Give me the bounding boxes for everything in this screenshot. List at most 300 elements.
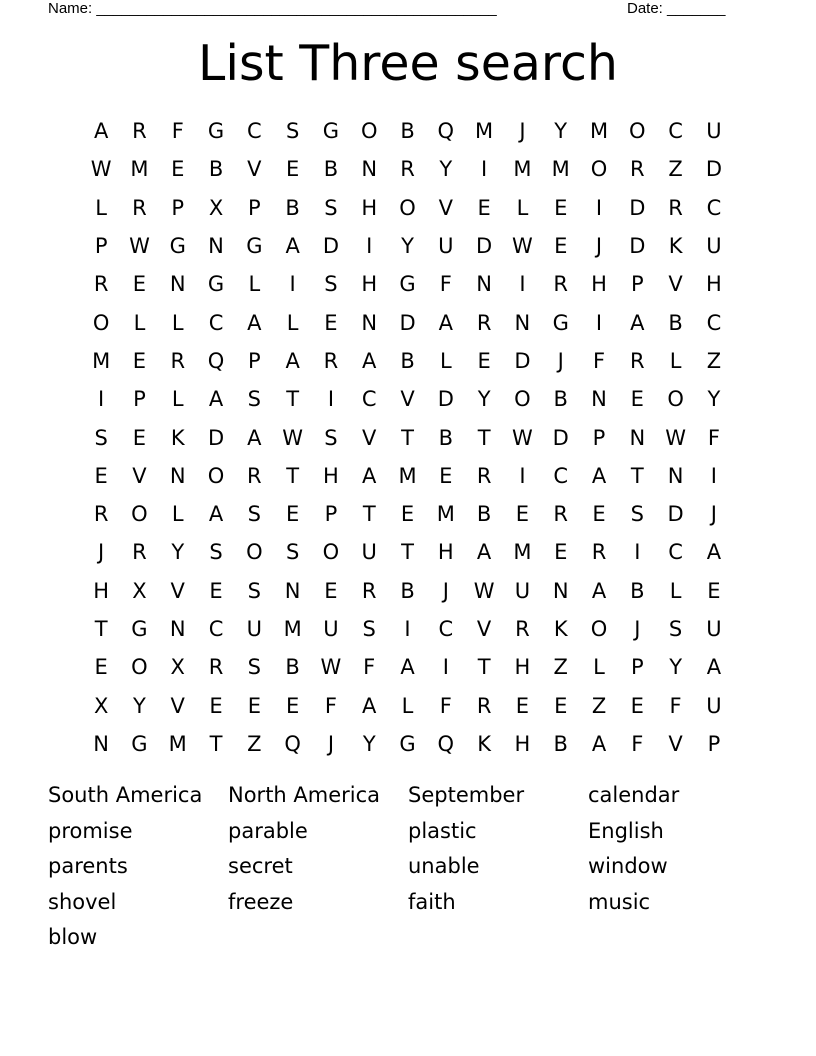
- word-list-item: North America: [228, 783, 381, 807]
- grid-letter: E: [132, 272, 147, 297]
- grid-letter: E: [285, 693, 300, 718]
- grid-letter: V: [170, 693, 185, 718]
- word-list-item: parents: [48, 854, 128, 879]
- grid-letter: F: [592, 348, 606, 373]
- grid-letter: A: [247, 425, 262, 450]
- grid-letter: N: [208, 234, 224, 259]
- grid-letter: M: [436, 502, 455, 527]
- grid-letter: R: [323, 348, 339, 373]
- grid-letter: E: [630, 693, 644, 718]
- grid-letter: S: [324, 195, 338, 220]
- grid-row: [82, 112, 734, 150]
- grid-letter: K: [553, 617, 568, 641]
- grid-letter: E: [94, 655, 108, 680]
- grid-letter: T: [286, 387, 300, 412]
- grid-letter: A: [591, 731, 607, 756]
- grid-letter: E: [554, 195, 568, 220]
- grid-letter: U: [514, 578, 531, 603]
- grid-letter: O: [207, 463, 225, 488]
- grid-letter: T: [94, 617, 108, 641]
- grid-row: [82, 265, 734, 303]
- grid-letter: N: [361, 310, 378, 335]
- word-list-item: calendar: [588, 783, 680, 807]
- grid-letter: G: [169, 234, 186, 259]
- grid-letter: Q: [207, 348, 225, 373]
- grid-letter: V: [668, 731, 683, 756]
- grid-letter: V: [362, 425, 377, 450]
- grid-letter: B: [208, 157, 224, 182]
- grid-letter: F: [439, 272, 452, 297]
- grid-letter: A: [285, 234, 300, 259]
- grid-letter: M: [475, 119, 494, 144]
- grid-letter: R: [476, 463, 492, 488]
- grid-letter: D: [705, 157, 722, 182]
- grid-letter: T: [630, 463, 644, 488]
- grid-letter: X: [132, 578, 147, 603]
- grid-letter: B: [285, 655, 300, 680]
- grid-letter: R: [476, 693, 492, 718]
- grid-letter: E: [554, 540, 568, 565]
- grid-letter: E: [132, 348, 147, 373]
- grid-letter: S: [247, 502, 261, 527]
- grid-letter: S: [94, 425, 108, 450]
- word-list-item: unable: [408, 854, 480, 879]
- grid-letter: C: [706, 310, 722, 335]
- grid-letter: W: [512, 425, 533, 450]
- grid-letter: N: [93, 731, 109, 756]
- grid-row: [82, 418, 734, 456]
- grid-letter: E: [439, 463, 453, 488]
- grid-letter: P: [248, 348, 261, 373]
- grid-letter: M: [513, 540, 532, 565]
- grid-letter: R: [476, 310, 492, 335]
- grid-letter: V: [476, 617, 492, 641]
- grid-letter: H: [93, 578, 110, 603]
- grid-letter: T: [209, 731, 223, 756]
- grid-letter: X: [208, 195, 224, 220]
- grid-letter: O: [322, 540, 340, 565]
- grid-letter: Y: [669, 655, 683, 680]
- grid-letter: E: [554, 693, 568, 718]
- grid-letter: E: [209, 693, 223, 718]
- grid-letter: A: [208, 387, 224, 412]
- grid-letter: D: [514, 348, 531, 373]
- grid-letter: A: [247, 310, 262, 335]
- grid-letter: B: [400, 119, 415, 144]
- grid-letter: F: [439, 693, 452, 718]
- grid-letter: R: [668, 195, 683, 220]
- grid-row: [82, 342, 734, 380]
- grid-letter: E: [324, 578, 338, 603]
- grid-letter: D: [629, 195, 646, 220]
- grid-letter: L: [439, 348, 452, 373]
- grid-letter: A: [400, 655, 415, 680]
- name-field-label: Name: ________________________________________________: [48, 0, 497, 17]
- grid-letter: E: [247, 693, 261, 718]
- grid-letter: T: [477, 655, 491, 680]
- grid-letter: P: [171, 195, 185, 220]
- grid-letter: P: [630, 272, 644, 297]
- grid-letter: T: [362, 502, 376, 527]
- grid-letter: G: [246, 234, 263, 259]
- grid-letter: I: [710, 463, 717, 488]
- word-list: [48, 778, 768, 956]
- grid-letter: A: [285, 348, 300, 373]
- grid-letter: W: [320, 655, 342, 680]
- grid-row: [82, 495, 734, 533]
- grid-letter: T: [401, 425, 414, 450]
- word-list-item: South America: [48, 783, 203, 807]
- grid-letter: V: [438, 195, 453, 220]
- grid-letter: Y: [439, 157, 453, 182]
- grid-letter: E: [630, 387, 644, 412]
- grid-letter: N: [591, 387, 607, 412]
- grid-letter: R: [630, 157, 645, 182]
- grid-letter: M: [398, 463, 417, 488]
- grid-letter: D: [629, 234, 646, 259]
- word-list-item: secret: [228, 854, 293, 879]
- grid-letter: U: [438, 234, 454, 259]
- grid-letter: Z: [247, 731, 262, 756]
- grid-row: [82, 648, 734, 686]
- grid-letter: G: [207, 272, 225, 297]
- grid-letter: T: [477, 425, 491, 450]
- grid-letter: L: [286, 310, 299, 335]
- grid-row: [82, 150, 734, 188]
- grid-letter: W: [512, 234, 533, 259]
- grid-letter: L: [516, 195, 529, 220]
- word-list-item: parable: [228, 818, 308, 843]
- grid-letter: W: [90, 157, 112, 182]
- word-list-item: music: [588, 889, 651, 914]
- grid-letter: I: [595, 310, 603, 335]
- grid-row: [82, 533, 734, 571]
- grid-letter: Y: [554, 119, 568, 144]
- grid-letter: H: [591, 272, 607, 297]
- grid-letter: Q: [437, 731, 455, 756]
- grid-letter: P: [94, 234, 108, 259]
- grid-letter: A: [362, 463, 377, 488]
- grid-letter: J: [595, 234, 603, 259]
- grid-letter: B: [668, 310, 683, 335]
- grid-letter: M: [168, 731, 187, 756]
- grid-letter: V: [668, 272, 683, 297]
- grid-row: [82, 686, 734, 724]
- grid-letter: O: [590, 617, 608, 641]
- grid-letter: L: [593, 655, 605, 680]
- grid-letter: S: [247, 655, 261, 680]
- grid-letter: L: [133, 310, 146, 335]
- grid-letter: O: [590, 157, 608, 182]
- grid-letter: G: [552, 310, 569, 335]
- grid-letter: D: [667, 502, 684, 527]
- grid-letter: K: [477, 731, 491, 756]
- grid-letter: B: [553, 387, 568, 412]
- grid-letter: P: [324, 502, 338, 527]
- grid-letter: R: [515, 617, 530, 641]
- grid-letter: E: [285, 502, 300, 527]
- grid-letter: N: [514, 310, 531, 335]
- grid-letter: B: [400, 578, 415, 603]
- grid-letter: P: [592, 425, 606, 450]
- grid-letter: P: [248, 195, 261, 220]
- grid-letter: Q: [437, 119, 455, 144]
- grid-letter: R: [361, 578, 377, 603]
- grid-letter: W: [129, 234, 150, 259]
- grid-letter: R: [132, 195, 147, 220]
- grid-letter: U: [706, 693, 722, 718]
- grid-letter: Y: [477, 387, 491, 412]
- grid-letter: C: [208, 310, 224, 335]
- grid-letter: R: [93, 502, 109, 527]
- grid-letter: Y: [133, 693, 146, 718]
- grid-letter: E: [515, 693, 530, 718]
- grid-letter: I: [366, 234, 373, 259]
- grid-letter: T: [401, 540, 414, 565]
- grid-letter: I: [404, 617, 411, 641]
- grid-letter: V: [132, 463, 147, 488]
- grid-letter: C: [247, 119, 262, 144]
- grid-letter: R: [553, 272, 568, 297]
- grid-letter: F: [631, 731, 644, 756]
- grid-letter: S: [247, 387, 261, 412]
- grid-row: [82, 610, 734, 648]
- grid-letter: C: [553, 463, 569, 488]
- grid-letter: L: [171, 387, 184, 412]
- word-list-item: window: [588, 854, 668, 879]
- grid-letter: H: [361, 195, 378, 220]
- grid-letter: I: [98, 387, 105, 412]
- grid-letter: J: [519, 119, 526, 144]
- grid-letter: M: [92, 348, 111, 373]
- word-list-item: faith: [408, 889, 456, 914]
- grid-letter: Z: [706, 348, 722, 373]
- grid-letter: S: [362, 617, 376, 641]
- grid-letter: D: [476, 234, 493, 259]
- grid-letter: E: [515, 502, 530, 527]
- grid-letter: R: [132, 540, 147, 565]
- grid-letter: X: [93, 693, 109, 718]
- grid-letter: A: [476, 540, 492, 565]
- grid-letter: F: [363, 655, 376, 680]
- grid-letter: M: [551, 157, 570, 182]
- grid-letter: D: [437, 387, 454, 412]
- grid-letter: R: [170, 348, 186, 373]
- grid-letter: L: [248, 272, 261, 297]
- grid-letter: S: [324, 425, 338, 450]
- grid-letter: C: [438, 617, 454, 641]
- grid-letter: S: [247, 578, 261, 603]
- grid-letter: S: [285, 540, 300, 565]
- grid-letter: H: [437, 540, 454, 565]
- grid-letter: M: [513, 157, 532, 182]
- grid-letter: N: [361, 157, 378, 182]
- grid-letter: M: [589, 119, 609, 144]
- grid-letter: S: [324, 272, 338, 297]
- grid-letter: A: [706, 540, 722, 565]
- grid-letter: J: [442, 578, 449, 603]
- grid-letter: B: [323, 157, 339, 182]
- grid-letter: M: [130, 157, 149, 182]
- grid-row: [82, 303, 734, 341]
- grid-letter: I: [327, 387, 335, 412]
- grid-letter: U: [323, 617, 339, 641]
- grid-letter: O: [246, 540, 263, 565]
- word-list-item: September: [408, 783, 525, 807]
- grid-letter: B: [630, 578, 645, 603]
- grid-letter: G: [131, 617, 148, 641]
- word-list-item: plastic: [408, 818, 477, 843]
- grid-letter: I: [634, 540, 641, 565]
- grid-letter: R: [93, 272, 109, 297]
- grid-letter: U: [706, 119, 722, 144]
- grid-letter: C: [668, 540, 683, 565]
- grid-letter: J: [710, 502, 717, 527]
- grid-letter: K: [668, 234, 683, 259]
- grid-letter: P: [707, 731, 721, 756]
- grid-letter: M: [283, 617, 302, 641]
- grid-letter: I: [519, 272, 526, 297]
- grid-letter: O: [667, 387, 684, 412]
- grid-letter: X: [170, 655, 185, 680]
- grid-letter: O: [360, 119, 378, 144]
- grid-letter: H: [514, 655, 531, 680]
- grid-letter: F: [171, 119, 184, 144]
- grid-letter: O: [629, 119, 646, 144]
- grid-letter: V: [170, 578, 185, 603]
- grid-letter: O: [399, 195, 416, 220]
- grid-letter: Z: [591, 693, 607, 718]
- grid-letter: N: [667, 463, 684, 488]
- grid-letter: B: [476, 502, 492, 527]
- grid-letter: Y: [171, 540, 185, 565]
- grid-letter: V: [400, 387, 415, 412]
- grid-letter: N: [169, 272, 186, 297]
- grid-letter: R: [591, 540, 607, 565]
- grid-letter: U: [246, 617, 263, 641]
- grid-letter: B: [400, 348, 415, 373]
- grid-row: [82, 725, 734, 763]
- page-title: List Three search: [198, 35, 618, 92]
- grid-letter: E: [209, 578, 223, 603]
- grid-letter: Z: [553, 655, 568, 680]
- grid-letter: I: [289, 272, 296, 297]
- grid-letter: E: [94, 463, 108, 488]
- grid-letter: D: [207, 425, 225, 450]
- grid-row: [82, 380, 734, 418]
- grid-letter: F: [324, 693, 337, 718]
- word-list-item: freeze: [228, 889, 294, 914]
- grid-letter: H: [514, 731, 531, 756]
- grid-letter: J: [98, 540, 105, 565]
- grid-letter: G: [399, 731, 416, 756]
- grid-letter: D: [399, 310, 416, 335]
- grid-letter: O: [92, 310, 110, 335]
- grid-letter: Y: [707, 387, 721, 412]
- grid-letter: R: [630, 348, 645, 373]
- grid-letter: H: [361, 272, 378, 297]
- grid-letter: E: [285, 157, 300, 182]
- grid-letter: E: [554, 234, 568, 259]
- grid-letter: A: [591, 463, 607, 488]
- grid-letter: A: [362, 693, 377, 718]
- grid-letter: R: [400, 157, 415, 182]
- grid-letter: E: [171, 157, 185, 182]
- grid-letter: L: [669, 578, 682, 603]
- grid-letter: R: [132, 119, 147, 144]
- word-list-item: shovel: [48, 889, 117, 914]
- grid-letter: W: [282, 425, 304, 450]
- grid-letter: R: [247, 463, 262, 488]
- grid-letter: D: [322, 234, 340, 259]
- grid-letter: R: [553, 502, 568, 527]
- grid-letter: N: [284, 578, 301, 603]
- grid-letter: B: [553, 731, 568, 756]
- grid-letter: J: [327, 731, 335, 756]
- grid-letter: U: [706, 234, 722, 259]
- grid-letter: I: [595, 195, 603, 220]
- grid-letter: U: [361, 540, 377, 565]
- grid-letter: B: [285, 195, 300, 220]
- grid-letter: A: [208, 502, 224, 527]
- grid-letter: J: [557, 348, 564, 373]
- grid-letter: W: [665, 425, 686, 450]
- grid-letter: T: [286, 463, 300, 488]
- grid-letter: B: [438, 425, 454, 450]
- grid-letter: P: [630, 655, 644, 680]
- grid-letter: H: [323, 463, 339, 488]
- grid-row: [82, 572, 734, 610]
- word-list-item: English: [588, 818, 664, 843]
- grid-letter: G: [131, 731, 148, 756]
- grid-letter: A: [438, 310, 453, 335]
- grid-letter: E: [592, 502, 606, 527]
- grid-letter: O: [131, 655, 148, 680]
- grid-letter: C: [208, 617, 224, 641]
- grid-letter: G: [399, 272, 416, 297]
- grid-letter: A: [706, 655, 722, 680]
- word-list-item: promise: [48, 818, 133, 843]
- grid-letter: L: [669, 348, 682, 373]
- grid-letter: N: [169, 617, 186, 641]
- grid-letter: S: [209, 540, 223, 565]
- grid-letter: L: [401, 693, 414, 718]
- grid-letter: N: [476, 272, 492, 297]
- grid-letter: R: [208, 655, 224, 680]
- grid-letter: A: [93, 119, 109, 144]
- word-list-item: blow: [48, 925, 98, 950]
- grid-letter: N: [169, 463, 186, 488]
- grid-letter: O: [131, 502, 148, 527]
- grid-letter: E: [324, 310, 338, 335]
- grid-letter: A: [630, 310, 645, 335]
- grid-letter: N: [629, 425, 646, 450]
- grid-letter: V: [247, 157, 262, 182]
- name-date-line: [48, 0, 768, 18]
- grid-letter: S: [630, 502, 644, 527]
- grid-letter: S: [668, 617, 683, 641]
- grid-letter: I: [481, 157, 488, 182]
- grid-letter: C: [668, 119, 683, 144]
- grid-letter: P: [133, 387, 146, 412]
- grid-letter: G: [322, 119, 340, 144]
- date-field-label: Date: _______: [627, 0, 726, 17]
- grid-letter: L: [171, 502, 184, 527]
- grid-letter: E: [707, 578, 721, 603]
- grid-row: [82, 189, 734, 227]
- grid-letter: E: [477, 195, 491, 220]
- grid-letter: Y: [401, 234, 414, 259]
